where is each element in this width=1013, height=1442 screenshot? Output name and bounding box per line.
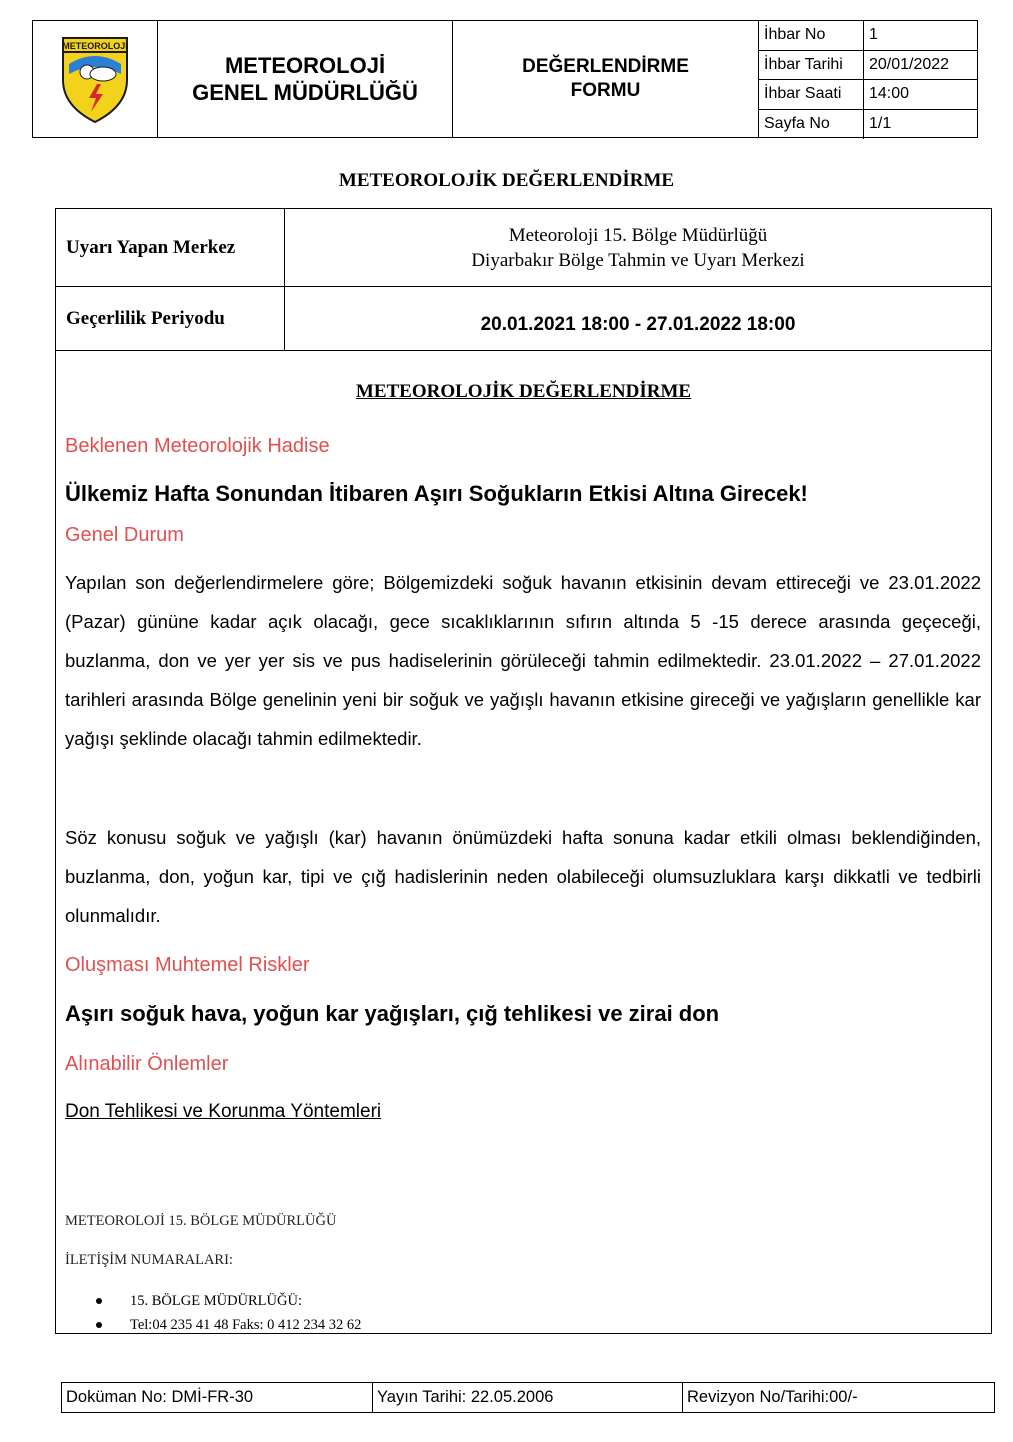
general-paragraph-1: Yapılan son değerlendirmelere göre; Bölgemizdeki soğuk havanın etkisinin devam ettireceği ve 23.01.2022 (Pazar) gününe kadar açık olacağı, gece sıcaklıklarının sıfırın altında 5 -15 derece arasında geçeceği, buzlanma, don ve yer yer sis ve pus hadiselerinin görüleceği tahmin edilmektedir. 23.01.2022 – 27.01.2022 tarihleri arasında Bölge genelinin yeni bir soğuk ve yağışlı havanın etkisine gireceği ve yağışların genellikle kar yağışı şeklinde olacağı tahmin edilmektedir. <box>65 572 981 749</box>
meta-row-notice-date <box>759 51 977 81</box>
meta-row-page-no <box>759 110 977 140</box>
org-line-1: METEOROLOJİ <box>224 53 386 78</box>
meta-value: 14:00 <box>869 85 910 102</box>
meta-value: 1 <box>869 26 878 43</box>
form-header <box>32 20 978 138</box>
meta-value: 1/1 <box>869 114 892 132</box>
notice-meta <box>759 21 977 137</box>
logo-cell <box>33 21 158 137</box>
list-item: Tel:04 235 41 48 Faks: 0 412 234 32 62 <box>96 1315 361 1339</box>
info-table <box>55 208 992 351</box>
center-line-1: Meteoroloji 15. Bölge Müdürlüğü <box>508 225 768 246</box>
meta-label: İhbar No <box>759 21 864 50</box>
meta-value: 20/01/2022 <box>869 55 950 73</box>
risks-heading: Oluşması Muhtemel Riskler <box>65 954 310 976</box>
meta-label: İhbar Tarihi <box>759 51 864 80</box>
meta-row-notice-no <box>759 21 977 51</box>
contact-list <box>96 1291 361 1339</box>
center-label: Uyarı Yapan Merkez <box>56 209 285 286</box>
measures-heading: Alınabilir Önlemler <box>65 1053 229 1075</box>
contact-org: METEOROLOJİ 15. BÖLGE MÜDÜRLÜĞÜ <box>65 1213 337 1229</box>
center-row <box>56 209 991 287</box>
list-item: 15. BÖLGE MÜDÜRLÜĞÜ: <box>96 1291 361 1315</box>
footer-doc-no: Doküman No: DMİ-FR-30 <box>62 1383 373 1412</box>
measures-link[interactable]: Don Tehlikesi ve Korunma Yöntemleri <box>65 1101 382 1122</box>
document-footer <box>61 1382 995 1413</box>
form-line-1: DEĞERLENDİRME <box>522 56 689 77</box>
bullet-icon <box>96 1298 102 1304</box>
assessment-body <box>55 351 992 1334</box>
risks-text: Aşırı soğuk hava, yoğun kar yağışları, çığ tehlikesi ve zirai don <box>65 1001 720 1026</box>
general-heading: Genel Durum <box>65 524 184 546</box>
period-row <box>56 287 991 350</box>
org-line-2: GENEL MÜDÜRLÜĞÜ <box>192 80 418 105</box>
period-label: Geçerlilik Periyodu <box>56 287 285 350</box>
footer-revision: Revizyon No/Tarihi:00/- <box>687 1388 858 1406</box>
expected-text: Ülkemiz Hafta Sonundan İtibaren Aşırı Soğukların Etkisi Altına Girecek! <box>65 481 808 506</box>
form-name <box>453 21 759 137</box>
svg-text:METEOROLOJİ: METEOROLOJİ <box>62 41 128 51</box>
section-title: METEOROLOJİK DEĞERLENDİRME <box>355 381 692 402</box>
center-line-2: Diyarbakır Bölge Tahmin ve Uyarı Merkezi <box>471 250 805 271</box>
page-title: METEOROLOJİK DEĞERLENDİRME <box>338 170 675 191</box>
expected-heading: Beklenen Meteorolojik Hadise <box>65 435 330 457</box>
meta-row-notice-time <box>759 80 977 110</box>
meta-label: Sayfa No <box>759 110 864 140</box>
form-line-2: FORMU <box>570 80 641 101</box>
general-paragraph-2: Söz konusu soğuk ve yağışlı (kar) havanın önümüzdeki hafta sonuna kadar etkili olması beklendiğinden, buzlanma, don, yoğun kar, tipi ve çığ hadislerinin neden olabileceği olumsuzluklara karşı dikkatli ve tedbirli olunmalıdır. <box>65 827 981 926</box>
meta-label: İhbar Saati <box>759 80 864 109</box>
center-value <box>285 209 991 286</box>
organization-name <box>158 21 453 137</box>
contact-heading: İLETİŞİM NUMARALARI: <box>65 1252 233 1268</box>
meteoroloji-shield-icon <box>59 34 131 124</box>
period-value: 20.01.2021 18:00 - 27.01.2022 18:00 <box>480 314 796 335</box>
footer-pub-date: Yayın Tarihi: 22.05.2006 <box>373 1383 683 1412</box>
bullet-icon <box>96 1322 102 1328</box>
